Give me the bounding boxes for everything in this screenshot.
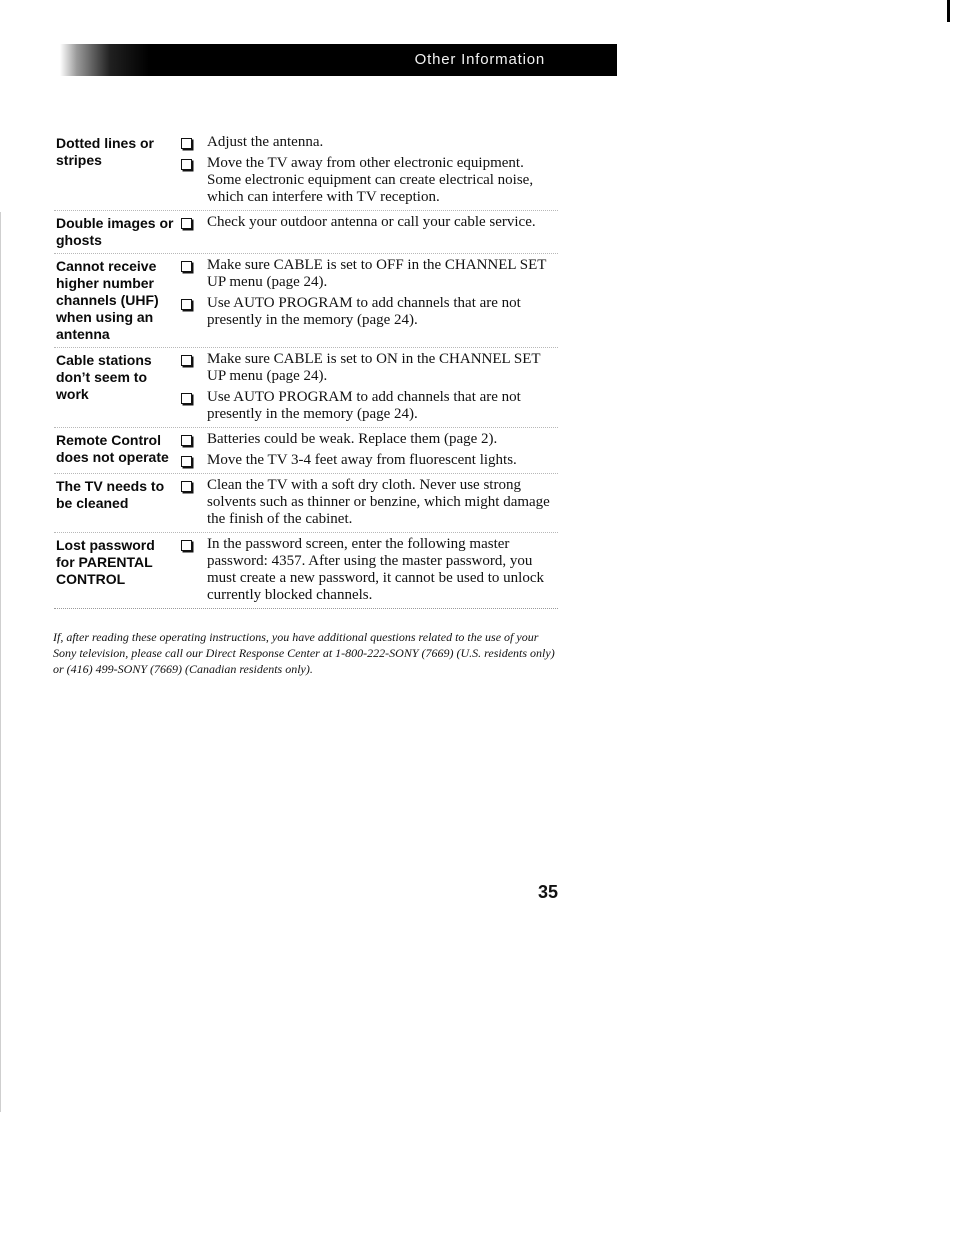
remedy-text: Adjust the antenna. — [207, 134, 324, 150]
edge-mark — [947, 0, 950, 22]
remedy-list — [176, 431, 558, 469]
symptom-label: Dotted lines or stripes — [56, 135, 155, 168]
remedy-text: Batteries could be weak. Replace them (page 2). — [207, 431, 498, 447]
remedy-list — [176, 477, 558, 528]
remedy-text: Move the TV 3-4 feet away from fluorescent lights. — [207, 452, 517, 468]
troubleshoot-row — [54, 131, 558, 211]
left-margin-rule — [0, 212, 4, 1112]
remedy-text: Use AUTO PROGRAM to add channels that are not presently in the memory (page 24). — [207, 389, 521, 422]
symptom-label: Double images or ghosts — [56, 215, 174, 248]
remedy-text: Make sure CABLE is set to OFF in the CHANNEL SET UP menu (page 24). — [207, 257, 547, 290]
remedy-item — [176, 134, 558, 151]
remedy-text: Make sure CABLE is set to ON in the CHANNEL SET UP menu (page 24). — [207, 351, 541, 384]
symptom-label: Cable stations don’t seem to work — [56, 352, 152, 402]
support-footnote: If, after reading these operating instructions, you have additional questions related to the use of your Sony television, please call our Direct Response Center at 1-800-222-SONY (7669) (U.S. residents only) or (416) 499-SONY (7669) (Canadian residents only). — [53, 630, 555, 676]
checkbox-icon — [181, 355, 192, 366]
remedy-text: In the password screen, enter the following master password: 4357. After using the master password, you must create a new password, it cannot be used to unlock currently blocked channels. — [207, 536, 544, 603]
checkbox-icon — [181, 159, 192, 170]
checkbox-icon — [181, 540, 192, 551]
remedy-text: Move the TV away from other electronic equipment. Some electronic equipment can create electrical noise, which can interfere with TV reception. — [207, 155, 534, 205]
page-number: 35 — [538, 882, 559, 902]
troubleshoot-row — [54, 474, 558, 533]
remedy-item — [176, 389, 558, 423]
remedy-list — [176, 257, 558, 343]
troubleshoot-row — [54, 254, 558, 348]
symptom-label: The TV needs to be cleaned — [56, 478, 165, 511]
remedy-list — [176, 214, 558, 249]
troubleshooting-table — [54, 131, 558, 609]
section-title: Other Information — [414, 51, 545, 68]
checkbox-icon — [181, 138, 192, 149]
checkbox-icon — [181, 435, 192, 446]
remedy-item — [176, 214, 558, 231]
checkbox-icon — [181, 456, 192, 467]
checkbox-icon — [181, 261, 192, 272]
symptom-label: Lost password for PARENTAL CONTROL — [56, 537, 155, 587]
remedy-item — [176, 536, 558, 604]
remedy-list — [176, 134, 558, 206]
checkbox-icon — [181, 218, 192, 229]
remedy-list — [176, 351, 558, 423]
remedy-item — [176, 257, 558, 291]
checkbox-icon — [181, 393, 192, 404]
troubleshoot-row — [54, 533, 558, 609]
remedy-item — [176, 351, 558, 385]
remedy-item — [176, 295, 558, 329]
remedy-list — [176, 536, 558, 604]
checkbox-icon — [181, 299, 192, 310]
symptom-label: Remote Control does not operate — [56, 432, 169, 465]
remedy-item — [176, 477, 558, 528]
troubleshoot-row — [54, 428, 558, 474]
symptom-label: Cannot receive higher number channels (UHF) when using an antenna — [56, 258, 159, 342]
remedy-item — [176, 431, 558, 448]
remedy-text: Clean the TV with a soft dry cloth. Never use strong solvents such as thinner or benzine, which might damage the finish of the cabinet. — [207, 477, 550, 527]
checkbox-icon — [181, 481, 192, 492]
section-header-bar — [60, 44, 617, 76]
remedy-item — [176, 155, 558, 206]
remedy-text: Check your outdoor antenna or call your cable service. — [207, 214, 536, 230]
troubleshoot-row — [54, 348, 558, 428]
troubleshoot-row — [54, 211, 558, 254]
remedy-text: Use AUTO PROGRAM to add channels that are not presently in the memory (page 24). — [207, 295, 521, 328]
remedy-item — [176, 452, 558, 469]
